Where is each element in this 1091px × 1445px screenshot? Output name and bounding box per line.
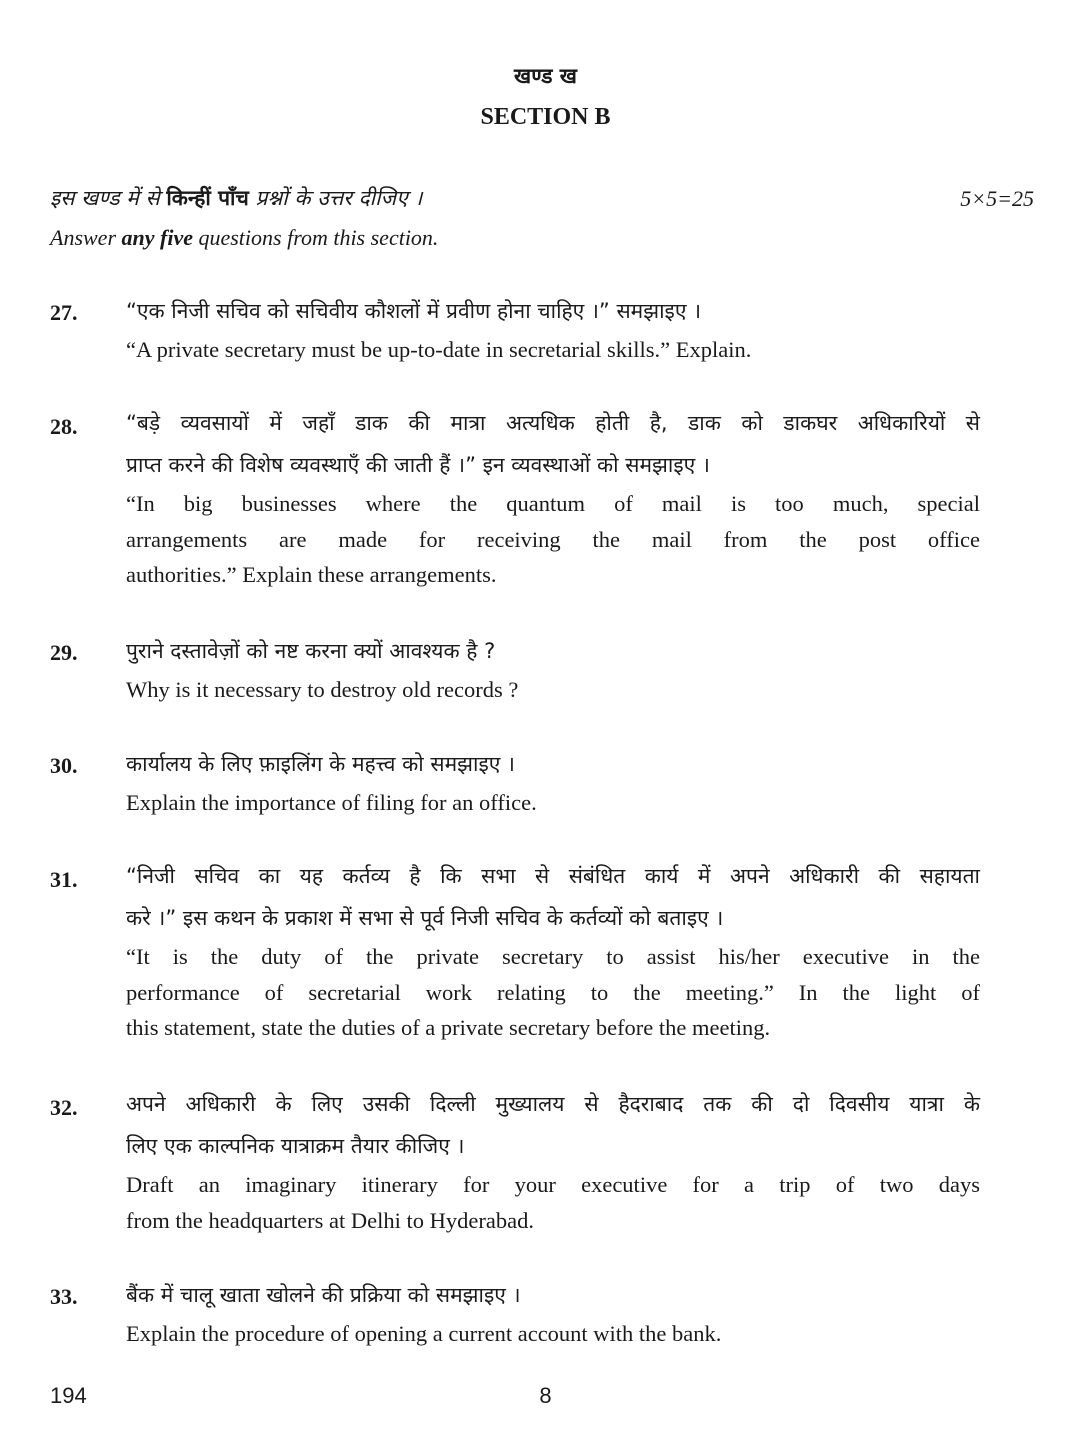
instruction-english-post: questions from this section. [192, 225, 439, 250]
question-english-line: Draft an imaginary itinerary for your executive for a trip of two days [126, 1172, 980, 1197]
question-english-line: “A private secretary must be up-to-date in secretarial skills.” Explain. [126, 337, 752, 362]
question-number: 30. [50, 753, 78, 778]
question-english-line: “It is the duty of the private secretary to assist his/her executive in the [126, 944, 980, 969]
question-hindi-line: “एक निजी सचिव को सचिवीय कौशलों में प्रवीण होना चाहिए ।” समझाइए । [126, 299, 702, 323]
question-english-line: Explain the importance of filing for an office. [126, 790, 537, 815]
question-number: 31. [50, 867, 78, 892]
question-number: 27. [50, 300, 78, 325]
question-body [126, 1083, 980, 1238]
question-hindi-line: लिए एक काल्पनिक यात्राक्रम तैयार कीजिए । [126, 1134, 465, 1158]
question-body [126, 1274, 980, 1352]
question-english-line: authorities.” Explain these arrangements. [126, 562, 497, 587]
question-english-line: this statement, state the duties of a private secretary before the meeting. [126, 1015, 771, 1040]
question-hindi-line: कार्यालय के लिए फ़ाइलिंग के महत्त्व को समझाइए । [126, 752, 516, 776]
question-english-line: Explain the procedure of opening a current account with the bank. [126, 1321, 722, 1346]
question-number: 28. [50, 414, 78, 439]
question-hindi-line: पुराने दस्तावेज़ों को नष्ट करना क्यों आवश्यक है ? [126, 639, 496, 663]
section-title-english: SECTION B [480, 104, 611, 130]
question-english-line: “In big businesses where the quantum of mail is too much, special [126, 491, 980, 516]
instruction-hindi-pre: इस खण्ड में से [50, 186, 167, 210]
section-title-hindi: खण्ड ख [514, 64, 577, 88]
question-number: 33. [50, 1284, 78, 1309]
question-hindi-line: अपने अधिकारी के लिए उसकी दिल्ली मुख्यालय से हैदराबाद तक की दो दिवसीय यात्रा के [126, 1092, 980, 1116]
question-english-line: arrangements are made for receiving the mail from the post office [126, 526, 980, 552]
marks-total: 5×5=25 [960, 186, 1034, 211]
instruction-english-pre: Answer [50, 225, 122, 250]
question-body [126, 402, 980, 593]
question-hindi-line: प्राप्त करने की विशेष व्यवस्थाएँ की जाती हैं ।” इन व्यवस्थाओं को समझाइए । [126, 453, 710, 477]
question-english-line: Why is it necessary to destroy old records ? [126, 677, 519, 702]
question-english-line: from the headquarters at Delhi to Hyderabad. [126, 1207, 534, 1233]
question-body [126, 290, 980, 368]
question-body [126, 855, 980, 1046]
question-body [126, 630, 980, 708]
instruction-english [50, 225, 438, 251]
instruction-hindi-post: प्रश्नों के उत्तर दीजिए । [248, 186, 423, 210]
paper-code: 194 [50, 1383, 87, 1408]
question-number: 29. [50, 640, 78, 665]
page-number: 8 [539, 1383, 552, 1408]
question-hindi-line: करे ।” इस कथन के प्रकाश में सभा से पूर्व निजी सचिव के कर्तव्यों को बताइए । [126, 906, 724, 930]
question-hindi-line: “निजी सचिव का यह कर्तव्य है कि सभा से संबंधित कार्य में अपने अधिकारी की सहायता [126, 864, 980, 888]
question-hindi-line: “बड़े व्यवसायों में जहाँ डाक की मात्रा अत्यधिक होती है, डाक को डाकघर अधिकारियों से [126, 411, 980, 435]
question-body [126, 743, 980, 821]
instruction-hindi-bold: किन्हीं पाँच [166, 186, 249, 210]
instruction-hindi [50, 184, 422, 212]
question-english-line: performance of secretarial work relating to the meeting.” In the light of [126, 979, 980, 1005]
question-number: 32. [50, 1095, 78, 1120]
instruction-english-bold: any five [121, 225, 193, 250]
question-hindi-line: बैंक में चालू खाता खोलने की प्रक्रिया को समझाइए । [126, 1283, 521, 1307]
